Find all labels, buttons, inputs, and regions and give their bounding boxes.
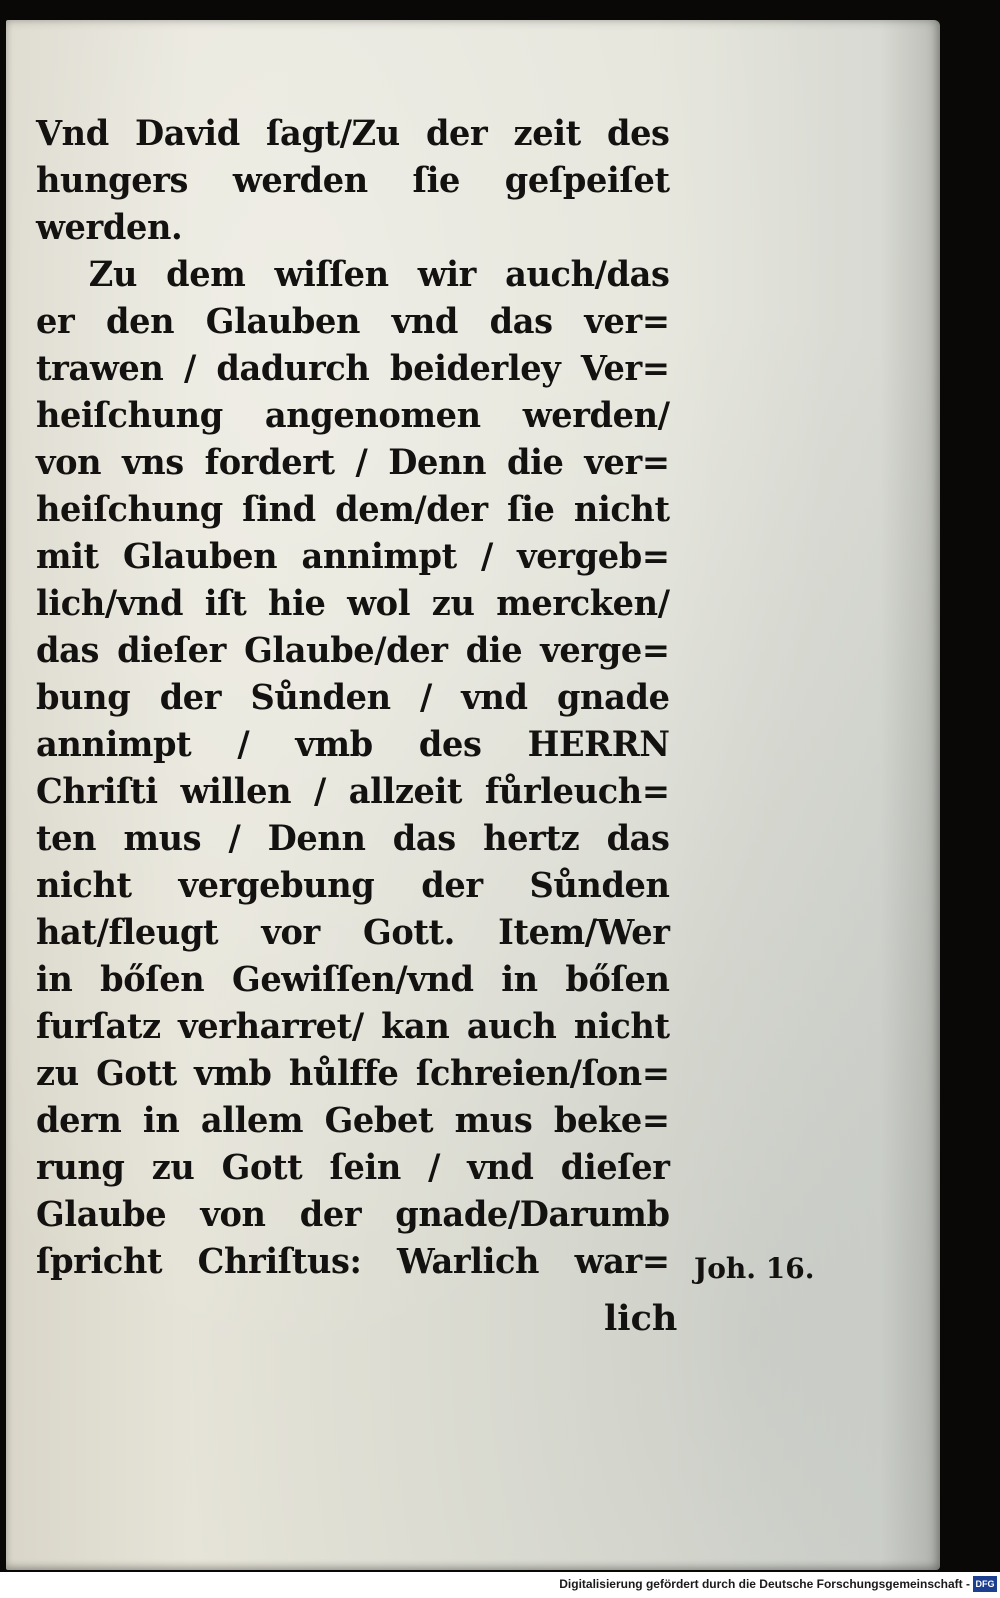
dfg-logo: DFG [973, 1576, 997, 1592]
text-line: mit Glauben annimpt / vergeb= [36, 536, 670, 577]
text-line: lich/vnd iſt hie wol zu mercken/ [36, 583, 670, 624]
text-line: hungers werden ſie geſpeiſet [36, 160, 670, 201]
text-line: in bőſen Gewiſſen/vnd in bőſen [36, 959, 670, 1000]
catchword: lich [604, 1298, 678, 1339]
text-line: Zu dem wiſſen wir auch/das [88, 254, 670, 295]
text-line: zu Gott vmb hůlffe ſchreien/ſon= [36, 1053, 670, 1094]
text-line: trawen / dadurch beiderley Ver= [36, 348, 670, 389]
text-line: von vns fordert / Denn die ver= [36, 442, 670, 483]
footer-bar [0, 1572, 1000, 1598]
text-line: Glaube von der gnade/Darumb [36, 1194, 670, 1235]
text-line: nicht vergebung der Sůnden [36, 865, 670, 906]
text-line: dern in allem Gebet mus beke= [36, 1100, 670, 1141]
text-line: rung zu Gott ſein / vnd dieſer [36, 1147, 670, 1188]
text-line: Chriſti willen / allzeit fůrleuch= [36, 771, 670, 812]
text-line: er den Glauben vnd das ver= [36, 301, 670, 342]
text-line: bung der Sůnden / vnd gnade [36, 677, 670, 718]
marginal-note: Joh. 16. [694, 1252, 815, 1285]
text-line: heiſchung ſind dem/der ſie nicht [36, 489, 670, 530]
page-edge-shadow [880, 20, 940, 1570]
text-line: furſatz verharret/ kan auch nicht [36, 1006, 670, 1047]
text-line: Vnd David ſagt/Zu der zeit des [36, 113, 670, 154]
text-line: werden. [36, 207, 183, 248]
text-line: ten mus / Denn das hertz das [36, 818, 670, 859]
text-line: annimpt / vmb des HERRN [36, 724, 670, 765]
book-page [6, 20, 940, 1570]
text-line: ſpricht Chriſtus: Warlich war= [36, 1241, 670, 1282]
body-text [36, 110, 696, 1285]
text-line: das dieſer Glaube/der die verge= [36, 630, 670, 671]
text-line: heiſchung angenomen werden/ [36, 395, 670, 436]
text-line: hat/fleugt vor Gott. Item/Wer [36, 912, 670, 953]
funding-credit: Digitalisierung gefördert durch die Deutsche Forschungsgemeinschaft - [559, 1577, 970, 1591]
